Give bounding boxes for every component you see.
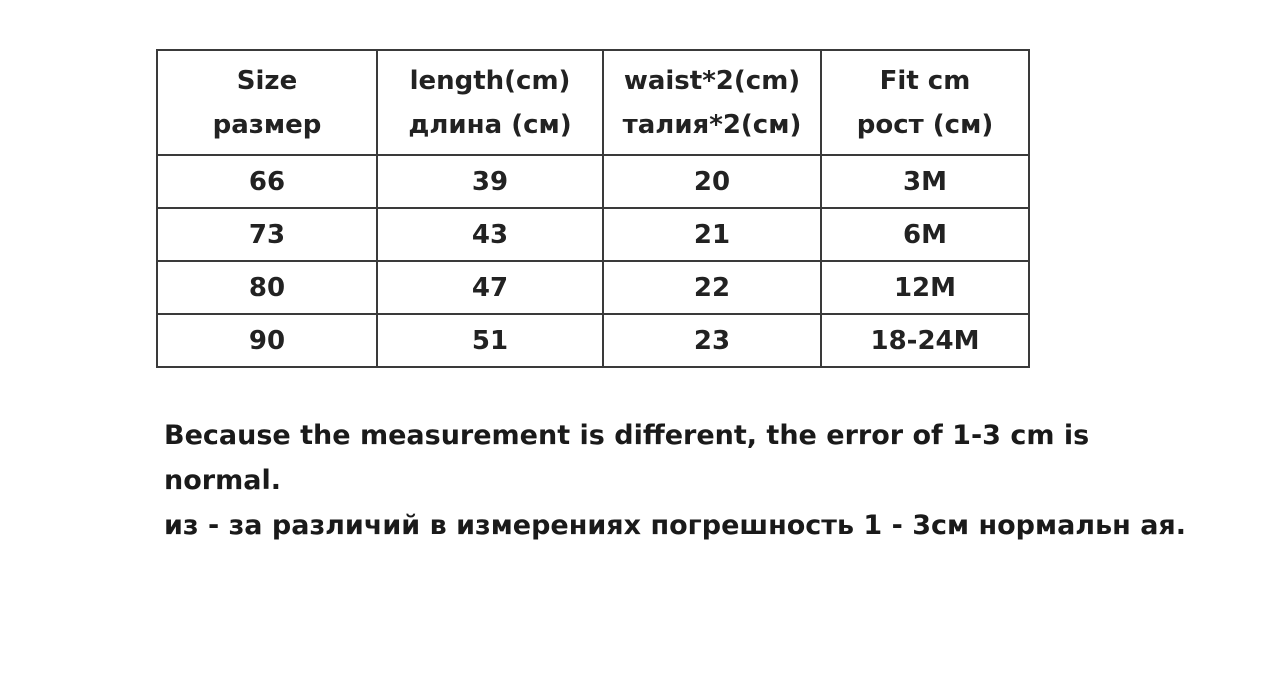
cell-size: 73 bbox=[157, 208, 377, 261]
cell-waist: 21 bbox=[603, 208, 821, 261]
header-waist-ru: талия*2(см) bbox=[622, 109, 802, 140]
header-length bbox=[377, 50, 603, 155]
cell-size: 80 bbox=[157, 261, 377, 314]
header-length-ru: длина (см) bbox=[408, 109, 572, 140]
header-fit bbox=[821, 50, 1029, 155]
cell-fit: 18-24M bbox=[821, 314, 1029, 367]
header-size-ru: размер bbox=[212, 109, 322, 140]
cell-length: 51 bbox=[377, 314, 603, 367]
measurement-note bbox=[164, 413, 1194, 548]
table-header-row bbox=[157, 50, 1029, 155]
table-row bbox=[157, 261, 1029, 314]
note-english: Because the measurement is different, the error of 1-3 cm is normal. bbox=[164, 420, 1090, 496]
cell-waist: 23 bbox=[603, 314, 821, 367]
table-row bbox=[157, 155, 1029, 208]
cell-length: 47 bbox=[377, 261, 603, 314]
header-fit-en: Fit cm bbox=[879, 65, 971, 96]
cell-size: 66 bbox=[157, 155, 377, 208]
cell-fit: 12M bbox=[821, 261, 1029, 314]
table-row bbox=[157, 208, 1029, 261]
header-length-en: length(cm) bbox=[409, 65, 571, 96]
table-row bbox=[157, 314, 1029, 367]
header-fit-ru: рост (см) bbox=[856, 109, 994, 140]
cell-length: 39 bbox=[377, 155, 603, 208]
cell-waist: 20 bbox=[603, 155, 821, 208]
cell-waist: 22 bbox=[603, 261, 821, 314]
header-waist-en: waist*2(cm) bbox=[623, 65, 801, 96]
header-waist bbox=[603, 50, 821, 155]
note-russian: из - за различий в измерениях погрешность 1 - 3см нормальн ая. bbox=[164, 510, 1187, 541]
cell-size: 90 bbox=[157, 314, 377, 367]
size-chart-table bbox=[156, 49, 1030, 368]
header-size-en: Size bbox=[236, 65, 298, 96]
cell-length: 43 bbox=[377, 208, 603, 261]
header-size bbox=[157, 50, 377, 155]
cell-fit: 6M bbox=[821, 208, 1029, 261]
cell-fit: 3M bbox=[821, 155, 1029, 208]
